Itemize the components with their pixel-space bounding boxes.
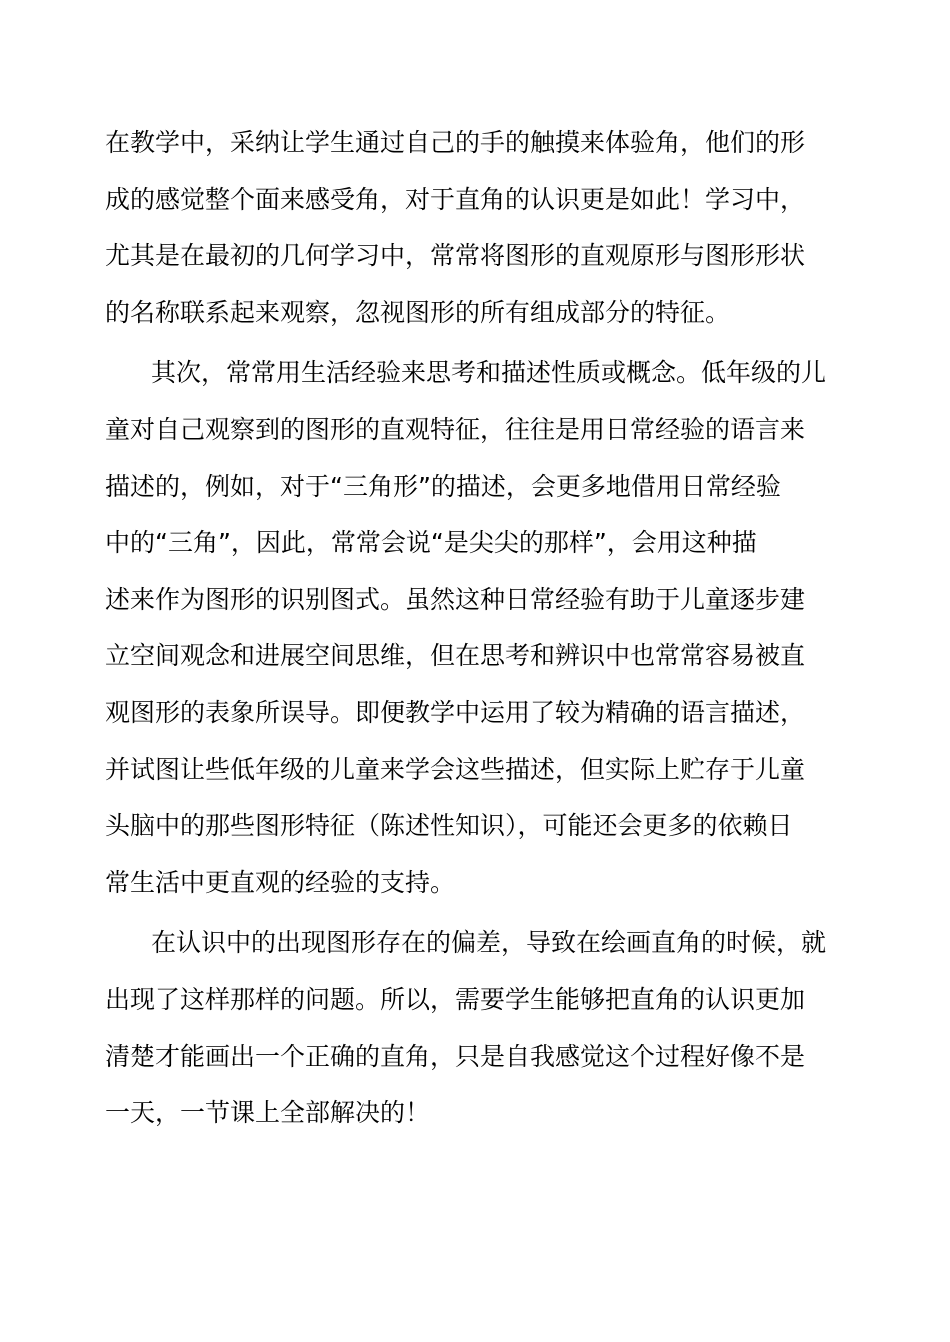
text-line: 童对自己观察到的图形的直观特征，往往是用日常经验的语言来: [105, 414, 806, 444]
paragraph-2: [105, 345, 850, 911]
text-line: 常生活中更直观的经验的支持。: [105, 867, 456, 897]
text-line: 在认识中的出现图形存在的偏差，导致在绘画直角的时候，就: [151, 928, 827, 958]
text-line: 述来作为图形的识别图式。虽然这种日常经验有助于儿童逐步建: [105, 584, 806, 614]
text-line: 立空间观念和进展空间思维，但在思考和辨识中也常常容易被直: [105, 641, 806, 671]
text-line: 观图形的表象所误导。即便教学中运用了较为精确的语言描述，: [105, 697, 806, 727]
text-line: 尤其是在最初的几何学习中，常常将图形的直观原形与图形形状: [105, 241, 806, 271]
paragraph-1: [105, 115, 850, 341]
text-line: 中的“三角”，因此，常常会说“是尖尖的那样”，会用这种描: [105, 528, 757, 558]
paragraph-3: [105, 915, 850, 1141]
text-line: 一天，一节课上全部解决的！: [105, 1098, 431, 1128]
document-body: [105, 115, 850, 1142]
text-line: 头脑中的那些图形特征（陈述性知识），可能还会更多的依赖日: [105, 811, 793, 841]
text-line: 描述的，例如，对于“三角形”的描述，会更多地借用日常经验: [105, 471, 781, 501]
text-line: 在教学中，采纳让学生通过自己的手的触摸来体验角，他们的形: [105, 128, 806, 157]
text-line: 成的感觉整个面来感受角，对于直角的认识更是如此！学习中，: [105, 184, 806, 214]
text-line: 清楚才能画出一个正确的直角，只是自我感觉这个过程好像不是: [105, 1041, 806, 1071]
text-line: 并试图让些低年级的儿童来学会这些描述，但实际上贮存于儿童: [105, 754, 806, 784]
text-line: 出现了这样那样的问题。所以，需要学生能够把直角的认识更加: [105, 984, 806, 1014]
text-line: 的名称联系起来观察，忽视图形的所有组成部分的特征。: [105, 297, 731, 327]
text-line: 其次，常常用生活经验来思考和描述性质或概念。低年级的儿: [151, 358, 827, 388]
